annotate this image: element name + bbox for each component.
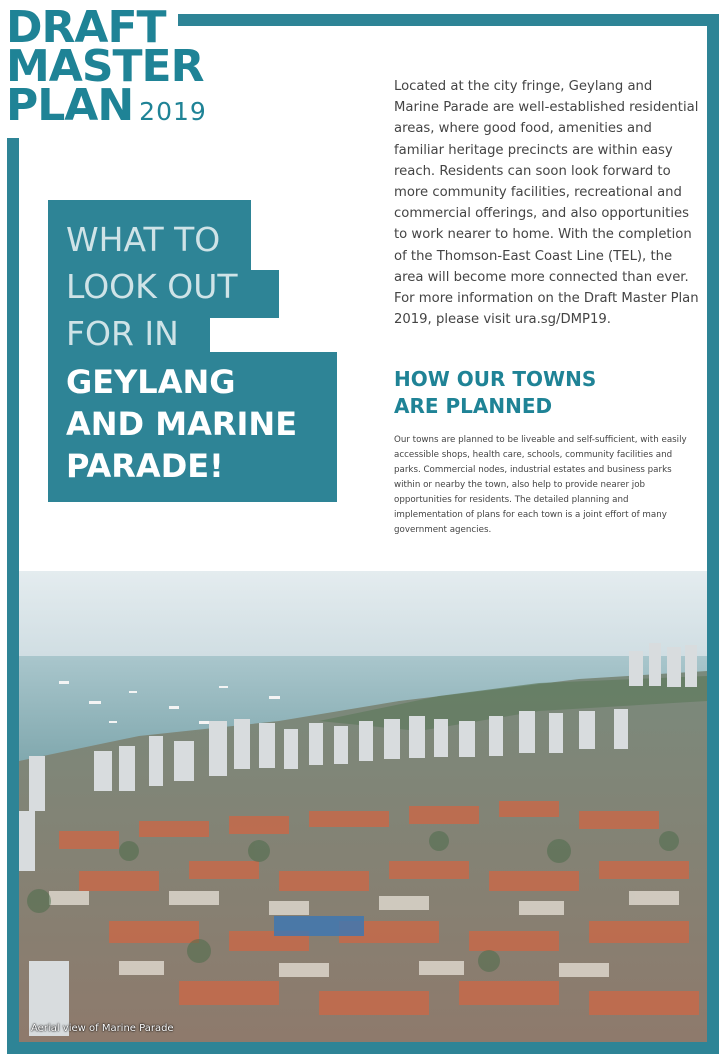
towns-body-text: Our towns are planned to be liveable and self-sufficient, with easily accessible shops, health care, schools, community facilities and parks. Commercial nodes, industrial estates and business parks within or nearby the town, also help to provide nearer job opportunities for residents. The detailed planning and implementation of plans for each town is a joint effort of many government agencies. bbox=[394, 435, 687, 535]
title-line: FOR IN bbox=[66, 314, 179, 353]
frame-bottom-border bbox=[7, 1042, 719, 1054]
aerial-photo-illustration bbox=[19, 571, 707, 1042]
towns-heading bbox=[394, 366, 694, 420]
draft-master-plan-logo bbox=[6, 2, 207, 131]
frame-top-border bbox=[178, 14, 719, 26]
title-line: WHAT TO bbox=[66, 220, 221, 259]
title-line: LOOK OUT bbox=[66, 267, 238, 306]
aerial-photo bbox=[19, 571, 707, 1042]
blue-roof-building bbox=[274, 916, 364, 936]
logo-year: 2019 bbox=[139, 97, 207, 126]
logo-line-draft: DRAFT bbox=[6, 2, 166, 53]
towns-heading-line: ARE PLANNED bbox=[394, 394, 553, 418]
logo-line-plan bbox=[6, 80, 207, 131]
logo-plan-word: PLAN bbox=[6, 80, 134, 131]
intro-paragraph: Located at the city fringe, Geylang and Marine Parade are well-established residential areas, where good food, amenities and familiar heritage precincts are within easy reach. Residents can soon look forward to more community facilities, recreational and commercial offerings, and also opportunities to work nearer to home. With the completion of the Thomson-East Coast Line (TEL), the area will become more connected than ever. For more information on the Draft Master Plan 2019, please visit ura.sg/DMP19. bbox=[394, 79, 699, 328]
towns-heading-line: HOW OUR TOWNS bbox=[394, 367, 597, 391]
frame-left-border bbox=[7, 138, 19, 1054]
title-line-bold: GEYLANG bbox=[66, 363, 236, 401]
photo-caption: Aerial view of Marine Parade bbox=[31, 1023, 174, 1034]
logo-line-master: MASTER bbox=[6, 41, 204, 92]
title-box bbox=[48, 200, 337, 500]
title-line-bold: AND MARINE bbox=[66, 405, 298, 443]
title-text bbox=[66, 216, 336, 487]
title-line-bold: PARADE! bbox=[66, 447, 224, 485]
frame-right-border bbox=[707, 14, 719, 1054]
